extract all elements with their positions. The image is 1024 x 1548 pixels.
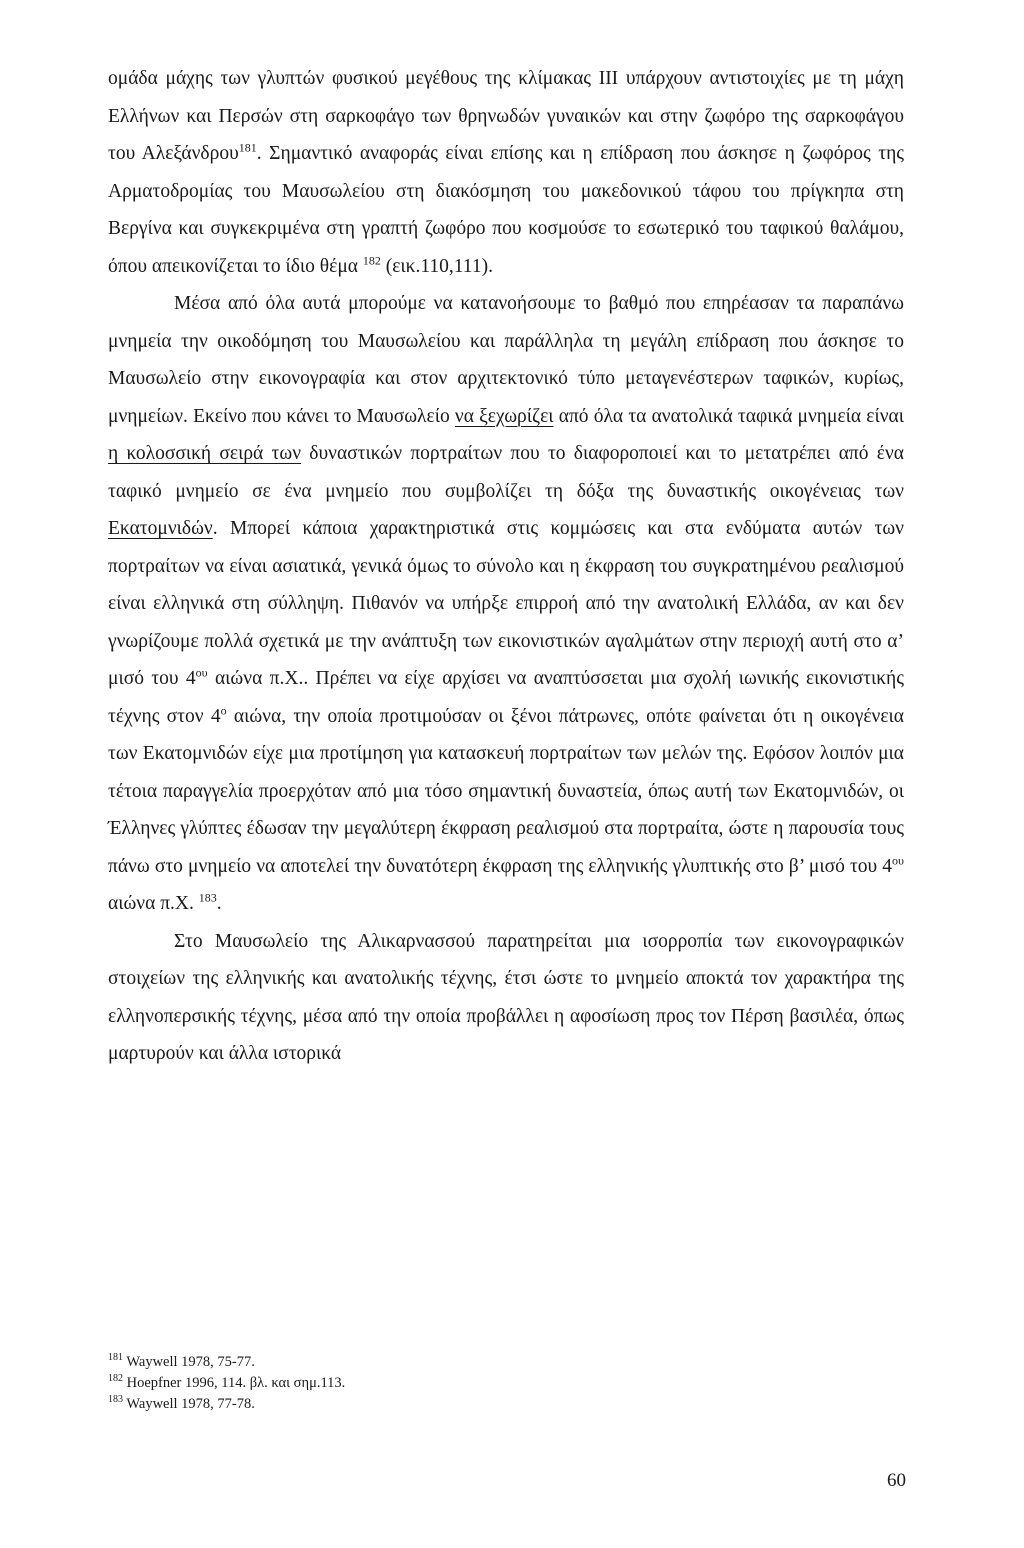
footnote-number: 181 (108, 1352, 123, 1364)
text-run: (εικ.110,111). (380, 255, 493, 277)
underlined-text: να ξεχωρίζει (454, 405, 554, 427)
text-run: δυναστικών πορτραίτων που το διαφοροποιεί και το μετατρέπει από ένα ταφικό μνημείο σε ένα μνημείο που συμβολίζει τη δόξα της δυναστικής οικογένειας των (108, 443, 904, 502)
text-run: από όλα τα ανατολικά ταφικά μνημεία είναι (553, 405, 905, 427)
footnote-number: 183 (108, 1394, 123, 1406)
footnote-182 (108, 1373, 904, 1394)
text-run: . Σημαντικό αναφοράς είναι επίσης και η επίδραση που άσκησε η ζωφόρος της Αρματοδρομίας του Μαυσωλείου στη διακόσμηση του μακεδονικού τάφου του πρίγκηπα στη Βεργίνα και συγκεκριμένα στη γραπτή ζωφόρο που κοσμούσε το εσωτερικό του ταφικού θαλάμου, όπου απεικονίζεται το ίδιο θέμα (108, 143, 905, 277)
footnote-number: 182 (108, 1373, 123, 1385)
text-run: . Μπορεί κάποια χαρακτηριστικά στις κομμώσεις και στα ενδύματα αυτών των πορτραίτων να είναι ασιατικά, γενικά όμως το σύνολο και η έκφραση του συγκρατημένου ρεαλισμού είναι ελληνικά στη σύλληψη. Πιθανόν να υπήρξε επιρροή από την ανατολική Ελλάδα, αν και δεν γνωρίζουμε πολλά σχετικά με την ανάπτυξη των εικονιστικών αγαλμάτων στην περιοχή αυτή στο α’ μισό του 4 (108, 518, 904, 689)
underlined-text: Εκατομνιδών (108, 518, 213, 539)
text-run: Στο Μαυσωλείο της Αλικαρνασσού παρατηρείται μια ισορροπία των εικονογραφικών στοιχείων της ελληνικής και ανατολικής τέχνης, έτσι ώστε το μνημείο αποκτά τον χαρακτήρα της ελληνοπερσικής τέχνης, μέσα από την οποία προβάλλει η αφοσίωση προς τον Πέρση βασιλέα, όπως μαρτυρούν και άλλα ιστορικά (108, 930, 904, 1064)
text-run: ομάδα μάχης των γλυπτών φυσικού μεγέθους της κλίμακας ΙΙΙ υπάρχουν αντιστοιχίες με τη μάχη Ελλήνων και Περσών στη σαρκοφάγο των θρηνωδών γυναικών και στην ζωφόρο της σαρκοφάγου του Αλεξάνδρου (108, 68, 904, 164)
footnote-reference: 182 (362, 253, 381, 267)
footnote-reference: ου (892, 853, 904, 867)
paragraph-1 (108, 60, 904, 285)
page-number: 60 (887, 1470, 906, 1491)
footnote-reference: ο (220, 703, 227, 717)
footnote-text: Hoepfner 1996, 114. βλ. και σημ.113. (123, 1375, 346, 1391)
footnote-text: Waywell 1978, 75-77. (123, 1354, 255, 1370)
paragraph-3 (108, 923, 904, 1073)
paragraph-2 (108, 285, 904, 923)
text-run: αιώνα π.Χ. (108, 893, 199, 914)
footnote-reference: 183 (198, 890, 217, 905)
text-run: Μέσα από όλα αυτά μπορούμε να κατανοήσουμε το βαθμό που επηρέασαν τα παραπάνω μνημεία την οικοδόμηση του Μαυσωλείου και παράλληλα τη μεγάλη επίδραση που άσκησε το Μαυσωλείο στην εικονογραφία και στον αρχιτεκτονικό τύπο μεταγενέστερων ταφικών, κυρίως, μνημείων. Εκείνο που κάνει το Μαυσωλείο (108, 293, 904, 427)
footnote-text: Waywell 1978, 77-78. (123, 1396, 255, 1412)
footnote-reference: ου (195, 665, 208, 680)
text-run: αιώνα π.Χ.. Πρέπει να είχε αρχίσει να αναπτύσσεται μια σχολή ιωνικής εικονιστικής τέχνης στον 4 (108, 668, 904, 727)
underlined-text: η κολοσσική σειρά των (108, 443, 302, 464)
footnote-181 (108, 1352, 904, 1373)
document-body (108, 60, 904, 1073)
footnote-183 (108, 1394, 904, 1415)
footnotes (108, 1352, 904, 1415)
text-run: αιώνα, την οποία προτιμούσαν οι ξένοι πάτρωνες, οπότε φαίνεται ότι η οικογένεια των Εκατομνιδών είχε μια προτίμηση για κατασκευή πορτραίτων των μελών της. Εφόσον λοιπόν μια τέτοια παραγγελία προερχόταν από μια τόσο σημαντική δυναστεία, όπως αυτή των Εκατομνιδών, οι Έλληνες γλύπτες έδωσαν την μεγαλύτερη έκφραση ρεαλισμού στα πορτραίτα, ώστε η παρουσία τους πάνω στο μνημείο να αποτελεί την δυνατότερη έκφραση της ελληνικής γλυπτικής στο β’ μισό του 4 (108, 705, 904, 877)
footnote-reference: 181 (238, 140, 257, 155)
text-run: . (216, 893, 222, 914)
